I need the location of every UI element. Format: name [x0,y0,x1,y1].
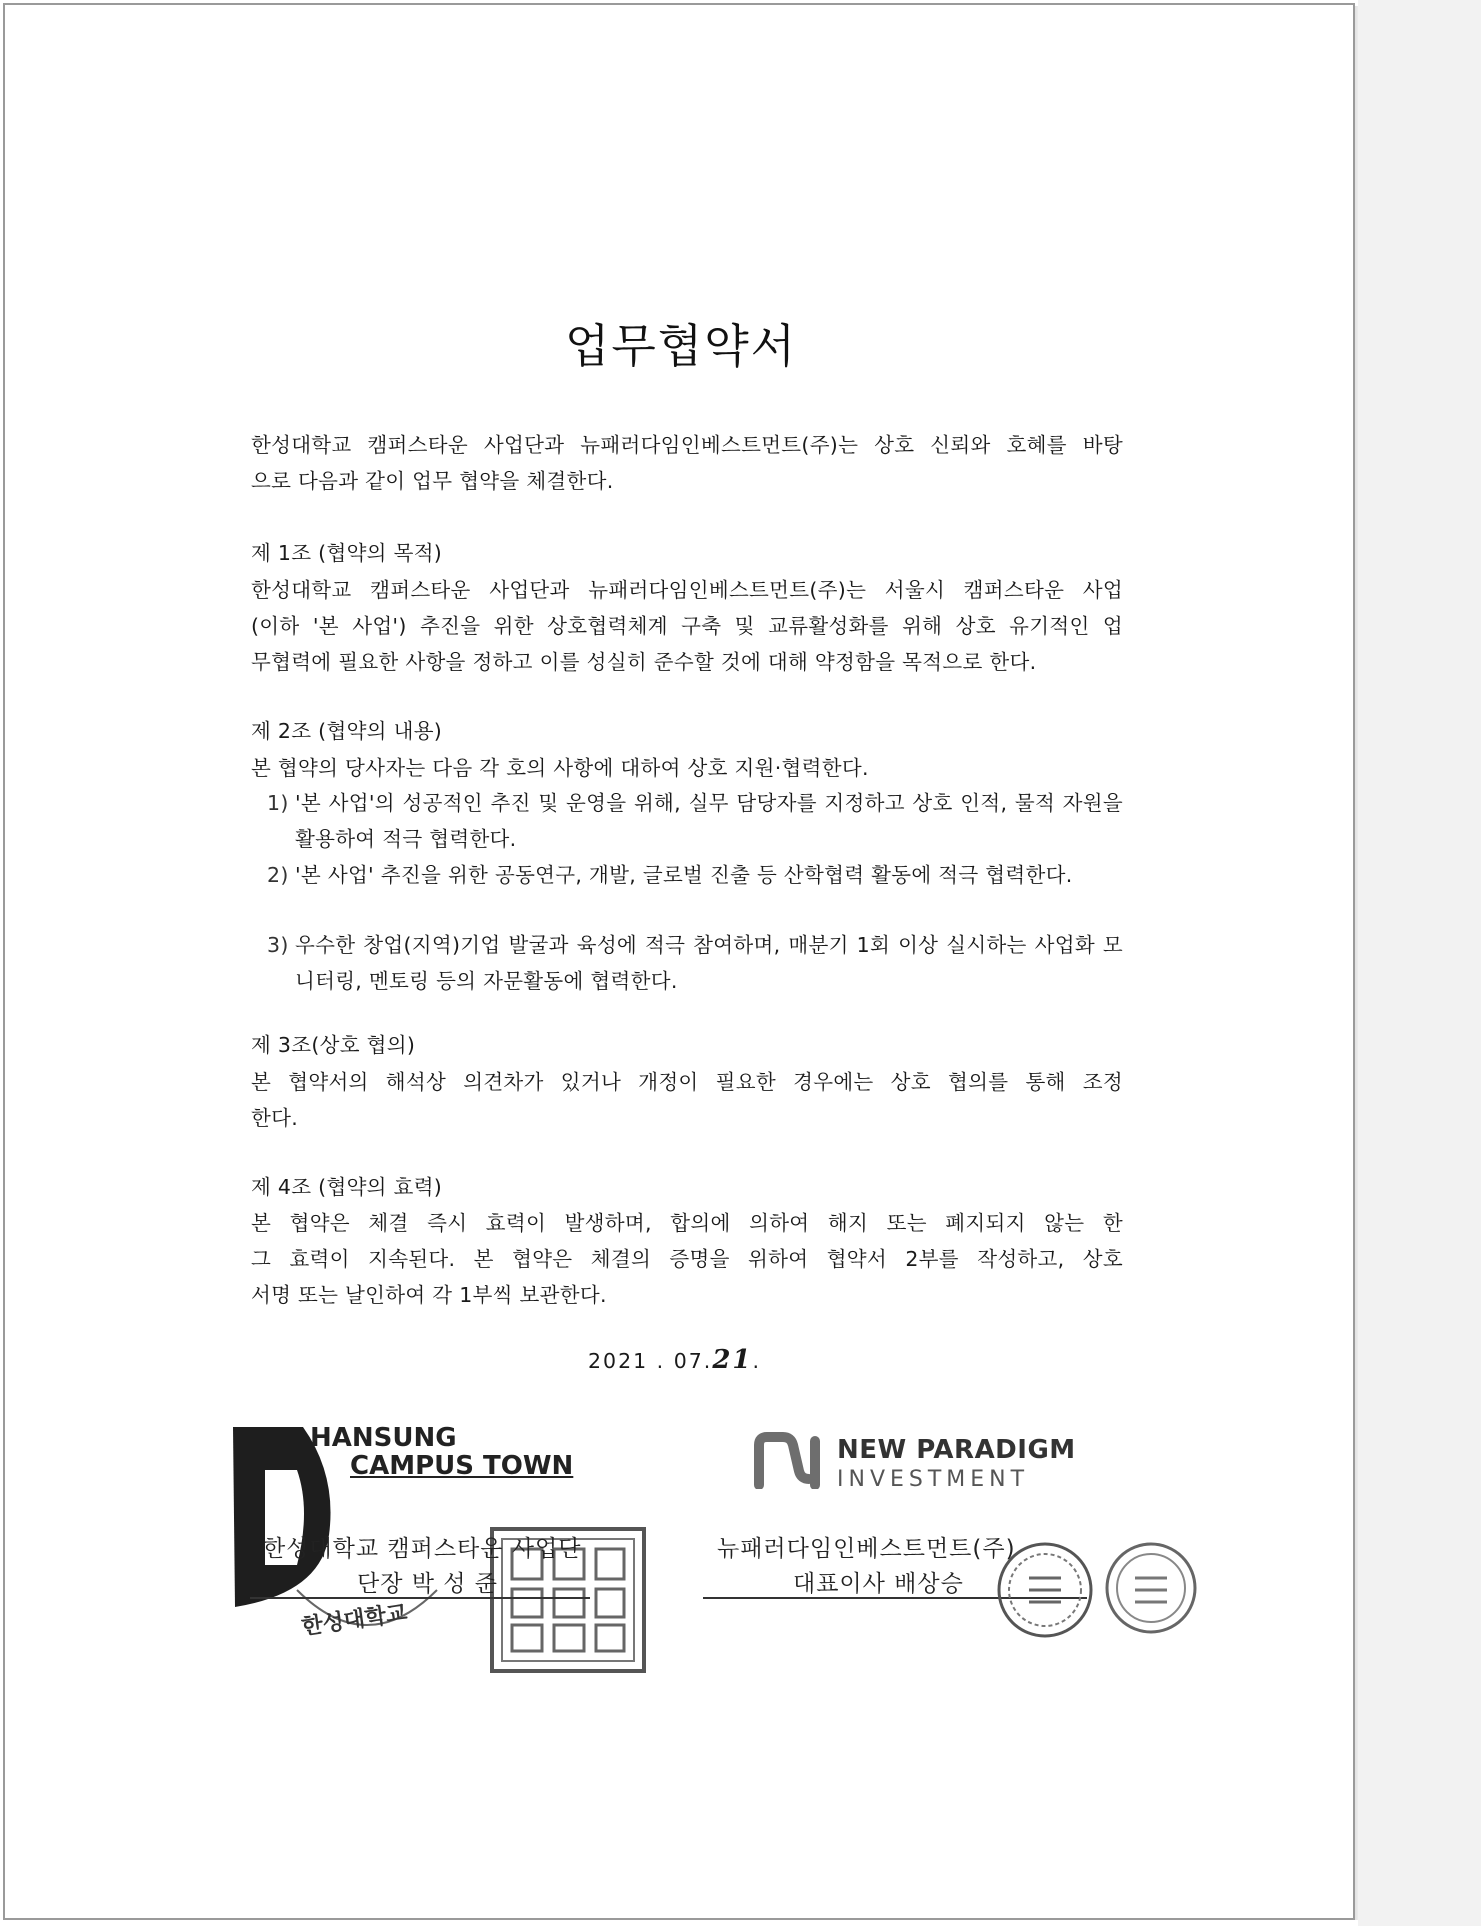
party-left-signatory: 단장 박 성 준 [357,1571,499,1597]
article-4-line-3: 서명 또는 날인하여 각 1부씩 보관한다. [251,1283,607,1307]
signing-date [588,1345,761,1375]
viewer-margin [1358,0,1481,1926]
article-2-item [267,785,1123,857]
article-4-line-1: 본 협약은 체결 즉시 효력이 발생하며, 합의에 의하여 해지 또는 폐지되지 않는 한 [251,1211,1123,1235]
article-3-line-1: 본 협약서의 해석상 의견차가 있거나 개정이 필요한 경우에는 상호 협의를 통해 조정 [251,1070,1123,1094]
party-left-name: 한성대학교 캠퍼스타운 사업단 [263,1536,582,1562]
article-1-line-1: 한성대학교 캠퍼스타운 사업단과 뉴패러다임인베스트먼트(주)는 서울시 캠퍼스타운 사업 [251,578,1123,602]
article-3-line-2: 한다. [251,1106,299,1130]
item-number: 1) [267,791,289,815]
new-paradigm-logo-line-1: NEW PARADIGM [837,1435,1076,1465]
document-title: 업무협약서 [564,319,798,373]
item-number: 3) [267,933,289,957]
representative-round-seal-icon [1103,1540,1199,1636]
company-round-seal-icon [995,1540,1095,1640]
seal-lettering: 한성대학교 [300,1600,409,1641]
item-text: 우수한 창업(지역)기업 발굴과 육성에 적극 참여하며, 매분기 1회 이상 실시하는 사업화 모니터링, 멘토링 등의 자문활동에 협력한다. [295,933,1123,993]
article-1-line-2: (이하 '본 사업') 추진을 위한 상호협력체계 구축 및 교류활성화를 위해 상호 유기적인 업 [251,614,1123,638]
item-number: 2) [267,863,289,887]
date-suffix: . [752,1349,762,1373]
date-handwritten-day: 21 [712,1345,753,1375]
hansung-logo-line-2: CAMPUS TOWN [350,1451,574,1481]
article-1-line-3: 무협력에 필요한 사항을 정하고 이를 성실히 준수할 것에 대해 약정함을 목적으로 한다. [251,650,1037,674]
item-text: '본 사업' 추진을 위한 공동연구, 개발, 글로벌 진출 등 산학협력 활동에 적극 협력한다. [295,863,1073,887]
intro-line-1: 한성대학교 캠퍼스타운 사업단과 뉴패러다임인베스트먼트(주)는 상호 신뢰와 호혜를 바탕 [251,433,1123,457]
article-1-heading: 제 1조 (협약의 목적) [251,541,443,565]
article-2-item [267,857,1123,893]
date-printed: 2021 . 07. [588,1349,713,1373]
party-right-signatory: 대표이사 배상승 [793,1571,964,1597]
party-right-name: 뉴패러다임인베스트먼트(주) [717,1536,1016,1562]
document-page [3,3,1355,1920]
article-2-lead: 본 협약의 당사자는 다음 각 호의 사항에 대하여 상호 지원·협력한다. [251,756,869,780]
new-paradigm-logo-icon [753,1431,825,1489]
article-3-heading: 제 3조(상호 협의) [251,1033,416,1057]
article-4-line-2: 그 효력이 지속된다. 본 협약은 체결의 증명을 위하여 협약서 2부를 작성하고, 상호 [251,1247,1123,1271]
article-2-heading: 제 2조 (협약의 내용) [251,719,443,743]
left-signature-line [250,1597,590,1599]
item-text: '본 사업'의 성공적인 추진 및 운영을 위해, 실무 담당자를 지정하고 상호 인적, 물적 자원을 활용하여 적극 협력한다. [295,791,1123,851]
new-paradigm-logo-line-2: INVESTMENT [837,1467,1030,1492]
article-2-item [267,927,1123,999]
hansung-logo-line-1: HANSUNG [310,1423,457,1453]
article-4-heading: 제 4조 (협약의 효력) [251,1175,443,1199]
intro-line-2: 으로 다음과 같이 업무 협약을 체결한다. [251,469,614,493]
